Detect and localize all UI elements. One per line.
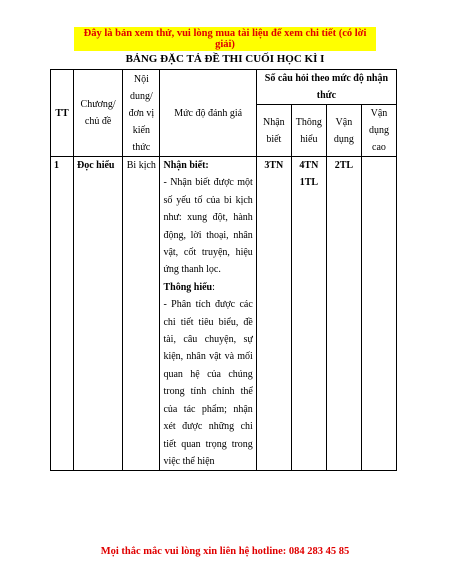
header-apply-high: Vận dụng cao xyxy=(361,105,396,157)
row-q-apply: 2TL xyxy=(326,157,361,471)
document-title: BẢNG ĐẶC TẢ ĐỀ THI CUỐI HỌC KÌ I xyxy=(125,53,325,65)
header-question-count: Số câu hỏi theo mức độ nhận thức xyxy=(256,70,396,105)
preview-notice-banner: Đây là bản xem thử, vui lòng mua tài liệu để xem chi tiết (có lời giải) xyxy=(74,27,376,51)
header-content: Nội dung/ đơn vị kiến thức xyxy=(123,70,160,157)
row-q-recognize: 3TN xyxy=(256,157,291,471)
understand-heading: Thông hiểu: xyxy=(163,281,215,293)
row-chapter: Đọc hiểu xyxy=(73,157,122,471)
row-q-understand: 4TN 1TL xyxy=(291,157,326,471)
table-row xyxy=(51,157,397,471)
understand-text: - Phân tích được các chi tiết tiêu biểu, đề tài, câu chuyện, sự kiện, nhân vật và mối quan hệ của chúng trong tính chỉnh thể của tác phẩm; nhận xét được những chi tiết quan trọng trong việc thể hiện xyxy=(163,299,253,467)
row-content: Bi kịch xyxy=(123,157,160,471)
header-chapter: Chương/ chủ đề xyxy=(73,70,122,157)
specification-table xyxy=(50,69,397,471)
row-level-description xyxy=(160,157,256,471)
header-understand: Thông hiểu xyxy=(291,105,326,157)
row-q-apply-high xyxy=(361,157,396,471)
header-tt: TT xyxy=(51,70,74,157)
header-level: Mức độ đánh giá xyxy=(160,70,256,157)
header-apply: Vận dụng xyxy=(326,105,361,157)
hotline-banner: Mọi thắc mắc vui lòng xin liên hệ hotline: 084 283 45 85 xyxy=(100,546,350,557)
recognize-text: - Nhận biết được một số yếu tố của bi kịch như: xung đột, hành động, lời thoại, nhân vật, cốt truyện, hiệu ứng thanh lọc. xyxy=(163,177,253,276)
recognize-heading: Nhận biết: xyxy=(163,160,209,171)
row-number: 1 xyxy=(51,157,74,471)
header-recognize: Nhận biết xyxy=(256,105,291,157)
